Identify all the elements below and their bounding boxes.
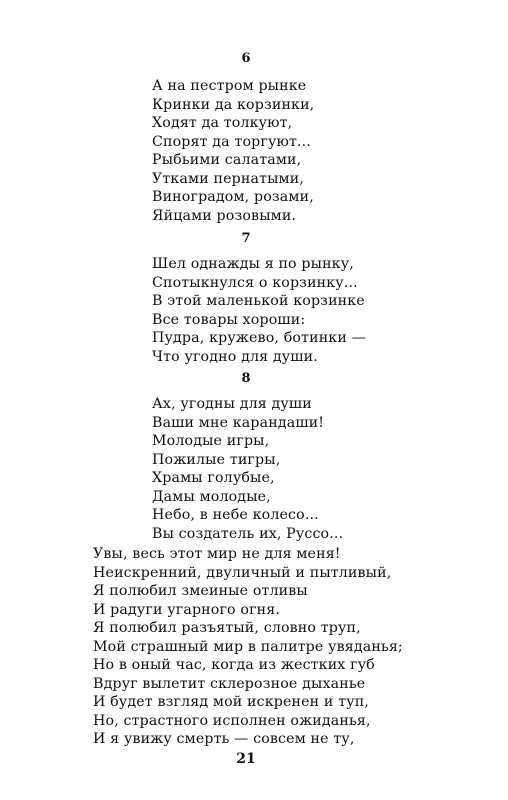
verse-line: Храмы голубые, — [152, 470, 275, 486]
verse-line: Утками пернатыми, — [152, 170, 304, 187]
verse-line: Вы создатель их, Руссо... — [152, 525, 344, 542]
verse-line: И будет взгляд мой искренен и туп, — [93, 694, 369, 710]
verse-line: Но в оный час, когда из жестких губ — [93, 657, 375, 673]
section-number-7: 7 — [241, 231, 251, 246]
verse-line: В этой маленькой корзинке — [152, 293, 365, 309]
verse-line: А на пестром рынке — [152, 78, 307, 94]
page-number: 21 — [236, 751, 256, 767]
verse-line: Пожилые тигры, — [152, 451, 281, 468]
verse-line: Увы, весь этот мир не для меня! — [93, 546, 341, 562]
section-number-8: 8 — [241, 371, 251, 386]
verse-line: Ходят да толкуют, — [152, 115, 293, 131]
verse-line: Молодые игры, — [152, 433, 270, 449]
verse-line: Рыбьими салатами, — [152, 152, 302, 168]
verse-line: Я полюбил разъятый, словно труп, — [93, 620, 361, 636]
section-number-6: 6 — [241, 51, 251, 66]
verse-line: Но, страстного исполнен ожиданья, — [93, 712, 371, 729]
verse-line: Что угодно для души. — [152, 348, 318, 365]
verse-line: Ваши мне карандаши! — [152, 414, 325, 431]
verse-line: Ах, угодны для души — [152, 396, 312, 412]
stanza-8 — [152, 395, 343, 543]
stanza-6 — [152, 77, 314, 225]
verse-line: Я полюбил змеиные отливы — [93, 583, 308, 599]
verse-line: Мой страшный мир в палитре увяданья; — [93, 638, 403, 655]
verse-line: Спорят да торгуют... — [152, 133, 311, 150]
verse-line: Дамы молодые, — [152, 488, 271, 505]
verse-line: Неискренний, двуличный и пытливый, — [93, 564, 392, 581]
stanza-7 — [152, 255, 366, 366]
verse-line: И радуги угарного огня. — [93, 601, 281, 618]
closing-stanza — [93, 545, 403, 749]
verse-line: Вдруг вылетит склерозное дыханье — [93, 675, 366, 692]
verse-line: Шел однажды я по рынку, — [152, 256, 354, 272]
verse-line: Яйцами розовыми. — [152, 207, 297, 224]
verse-line: Кринки да корзинки, — [152, 96, 315, 113]
verse-line: И я увижу смерть — совсем не ту, — [93, 731, 355, 747]
verse-line: Небо, в небе колесо... — [152, 507, 319, 523]
verse-line: Пудра, кружево, ботинки — — [152, 330, 366, 346]
verse-line: Спотыкнулся о корзинку... — [152, 274, 358, 291]
verse-line: Все товары хороши: — [152, 311, 306, 328]
verse-line: Виноградом, розами, — [152, 189, 314, 205]
